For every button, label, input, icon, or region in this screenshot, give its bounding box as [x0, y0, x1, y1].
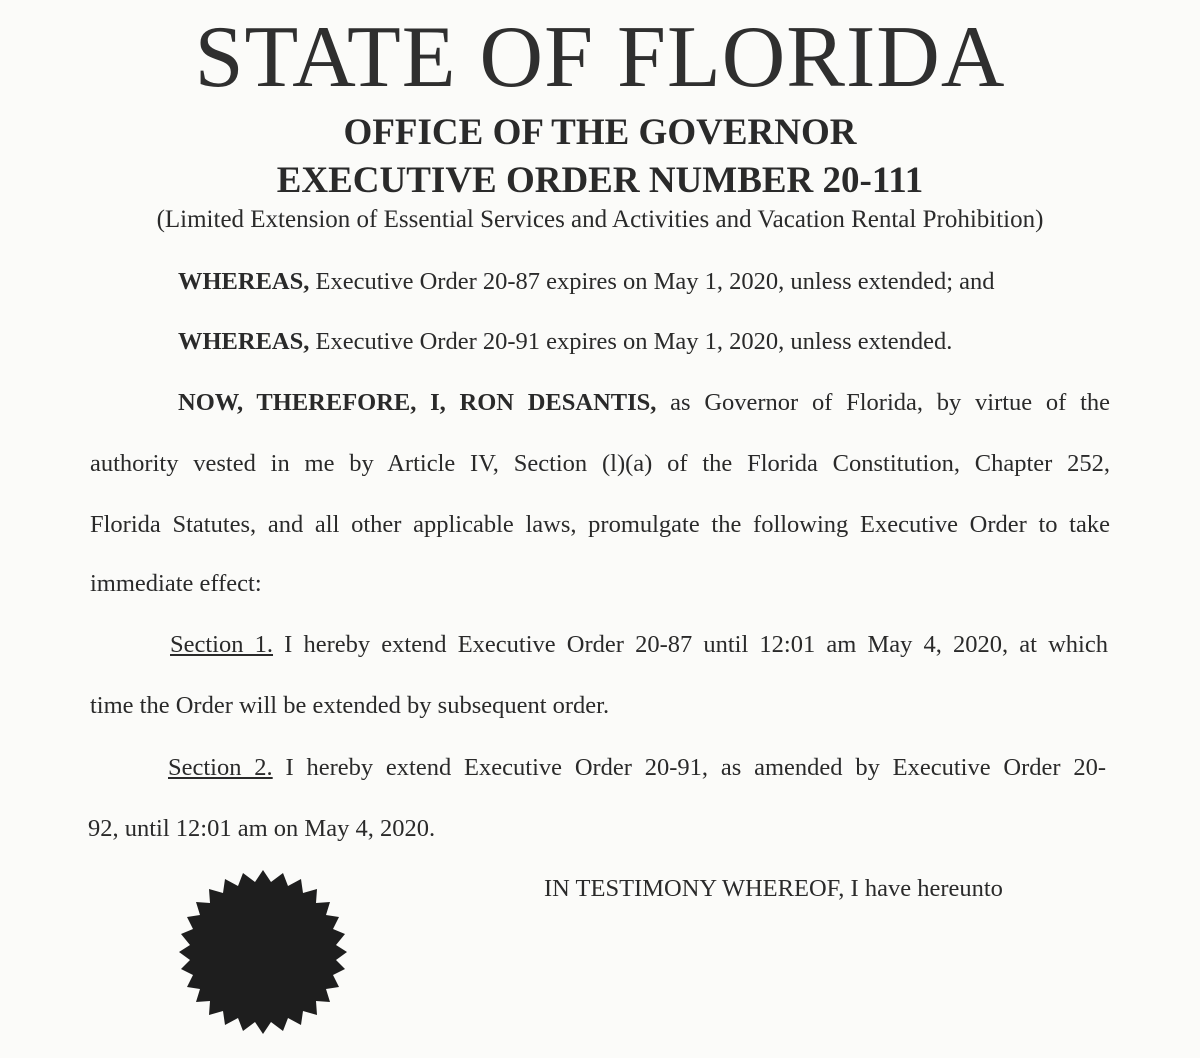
- document-title: STATE OF FLORIDA: [194, 9, 1006, 106]
- section-2-text: I hereby extend Executive Order 20-91, as amended by Executive Order 20-: [272, 754, 1106, 781]
- section-1-line-1: [170, 633, 1108, 658]
- whereas-text: Executive Order 20-87 expires on May 1, 2020, unless extended; and: [309, 268, 995, 295]
- office-heading: OFFICE OF THE GOVERNOR: [343, 112, 857, 153]
- section-1-text: I hereby extend Executive Order 20-87 until 12:01 am May 4, 2020, at which: [273, 631, 1108, 658]
- section-2-line-1: [168, 756, 1106, 781]
- whereas-lead: WHEREAS,: [178, 328, 310, 355]
- now-therefore-line-2: authority vested in me by Article IV, Section (l)(a) of the Florida Constitution, Chapter 252,: [90, 450, 1110, 477]
- state-seal-icon: [168, 868, 358, 1058]
- whereas-lead: WHEREAS,: [178, 268, 310, 295]
- section-2-heading: Section 2.: [168, 754, 273, 781]
- whereas-clause-1: [178, 270, 995, 295]
- now-therefore-line-4: immediate effect:: [90, 570, 262, 597]
- section-1-heading: Section 1.: [170, 631, 274, 658]
- section-2-line-2: 92, until 12:01 am on May 4, 2020.: [88, 815, 436, 842]
- order-number-heading: EXECUTIVE ORDER NUMBER 20-111: [276, 160, 924, 201]
- testimony-line: IN TESTIMONY WHEREOF, I have hereunto: [544, 875, 1003, 902]
- whereas-clause-2: [178, 330, 952, 355]
- now-therefore-lead: NOW, THEREFORE, I, RON DESANTIS,: [178, 389, 657, 416]
- whereas-text: Executive Order 20-91 expires on May 1, 2020, unless extended.: [309, 328, 953, 355]
- now-therefore-text: as Governor of Florida, by virtue of the: [656, 389, 1110, 416]
- section-1-line-2: time the Order will be extended by subsequent order.: [90, 692, 610, 719]
- order-subtitle: (Limited Extension of Essential Services and Activities and Vacation Rental Prohibition): [156, 206, 1044, 233]
- now-therefore-line-3: Florida Statutes, and all other applicable laws, promulgate the following Executive Order to take: [90, 511, 1110, 538]
- now-therefore-line-1: [178, 391, 1110, 416]
